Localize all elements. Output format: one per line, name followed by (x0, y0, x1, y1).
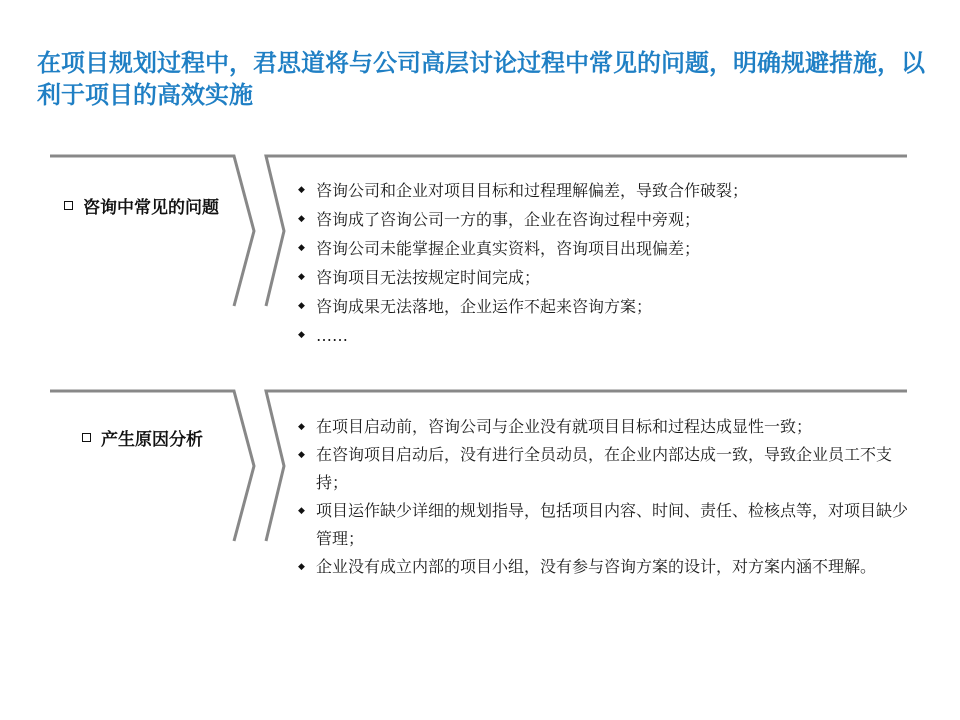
list-item-text: 在咨询项目启动后，没有进行全员动员，在企业内部达成一致，导致企业员工不支持； (316, 445, 893, 492)
diamond-bullet-icon: ◆ (298, 330, 305, 340)
list-item (296, 497, 916, 553)
list-item-text: 咨询成果无法落地，企业运作不起来咨询方案； (316, 297, 653, 316)
list-item (296, 176, 916, 205)
section-2-label (82, 425, 203, 450)
list-item (296, 292, 916, 321)
section-1-label (64, 193, 219, 218)
list-item-text: 企业没有成立内部的项目小组，没有参与咨询方案的设计，对方案内涵不理解。 (316, 557, 877, 576)
page-title: 在项目规划过程中，君思道将与公司高层讨论过程中常见的问题，明确规避措施，以利于项目的高效实施 (37, 49, 925, 109)
list-item-text: 咨询成了咨询公司一方的事，企业在咨询过程中旁观； (316, 210, 701, 229)
diamond-bullet-icon: ◆ (298, 450, 305, 460)
list-item-text: 咨询公司未能掌握企业真实资料，咨询项目出现偏差； (316, 239, 701, 258)
diamond-bullet-icon: ◆ (298, 301, 305, 311)
section-2-list (296, 413, 916, 581)
list-item (296, 321, 916, 350)
list-item (296, 413, 916, 441)
list-item (296, 553, 916, 581)
list-item-text: 项目运作缺少详细的规划指导，包括项目内容、时间、责任、检核点等，对项目缺少管理； (316, 501, 909, 548)
diamond-bullet-icon: ◆ (298, 272, 305, 282)
list-item-text: 咨询项目无法按规定时间完成； (316, 268, 541, 287)
list-item (296, 263, 916, 292)
list-item-text: 咨询公司和企业对项目目标和过程理解偏差，导致合作破裂； (316, 181, 749, 200)
section-2-label-text: 产生原因分析 (101, 430, 203, 450)
checkbox-square-icon (82, 433, 91, 442)
list-item-text: …… (316, 326, 348, 345)
diamond-bullet-icon: ◆ (298, 562, 305, 572)
section-2-left-chevron (50, 391, 254, 541)
diamond-bullet-icon: ◆ (298, 422, 305, 432)
section-1-label-text: 咨询中常见的问题 (83, 198, 219, 218)
diamond-bullet-icon: ◆ (298, 506, 305, 516)
diamond-bullet-icon: ◆ (298, 243, 305, 253)
section-1-list (296, 176, 916, 350)
list-item (296, 441, 916, 497)
section-1-left-chevron (50, 156, 254, 306)
list-item (296, 234, 916, 263)
list-item (296, 205, 916, 234)
diamond-bullet-icon: ◆ (298, 185, 305, 195)
checkbox-square-icon (64, 201, 73, 210)
diamond-bullet-icon: ◆ (298, 214, 305, 224)
list-item-text: 在项目启动前，咨询公司与企业没有就项目目标和过程达成显性一致； (316, 417, 813, 436)
